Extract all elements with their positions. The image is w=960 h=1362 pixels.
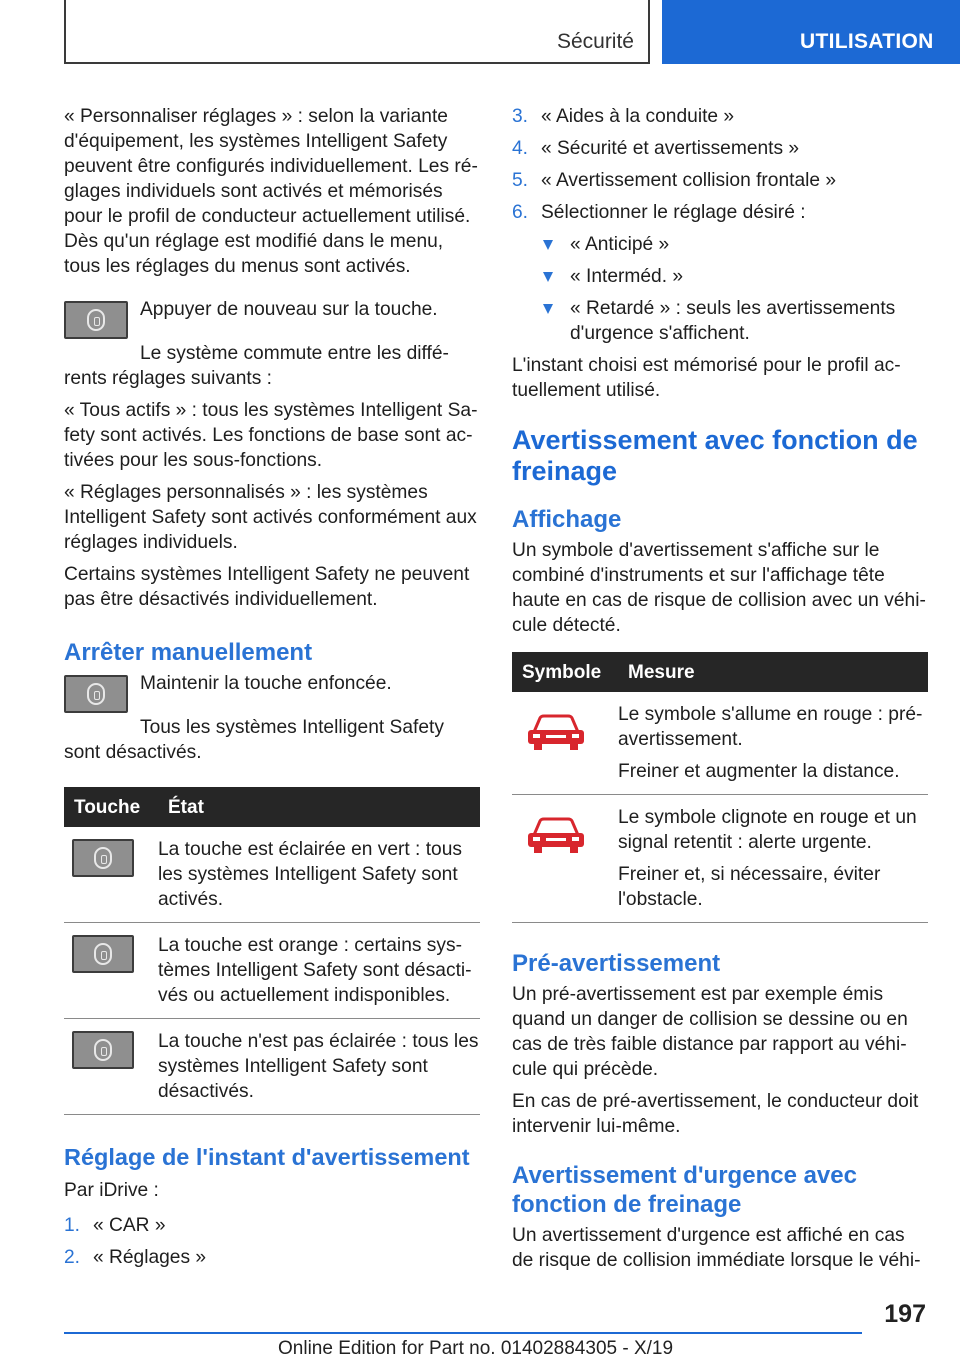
page-header — [0, 0, 960, 66]
key-state-text: La touche est éclairée en vert : tous les systèmes Intelligent Safety sont activés. — [158, 827, 480, 923]
table-row — [64, 827, 480, 923]
all-deactivated-text: Tous les systèmes Intelligent Safety sont désactivés. — [64, 717, 444, 763]
press-again-block — [64, 297, 480, 341]
intelligent-safety-key-icon — [64, 301, 128, 339]
brake-warning-heading: Avertissement avec fonction de freinage — [512, 425, 918, 486]
list-item: « Interméd. » — [541, 264, 928, 289]
urgent-warning-heading: Avertissement d'urgence avec fonction de freinage — [512, 1162, 857, 1218]
triangle-bullet-icon — [543, 272, 553, 282]
collision-warning-car-icon — [526, 813, 586, 855]
footer-rule — [64, 1332, 862, 1334]
steps-list-right — [512, 104, 928, 225]
table-header-symbol: Symbole — [512, 652, 618, 692]
steps-list-left — [64, 1213, 480, 1270]
pre-warning-heading: Pré-avertissement — [512, 950, 721, 977]
key-orange-icon — [72, 935, 134, 973]
left-column — [64, 104, 480, 1277]
intro-paragraph: « Personnaliser réglages » : selon la variante d'équipement, les systèmes Intelligent Safety peuvent être configurés individuellement. Les réglages individuels sont activés et mémorisés pour le profil de conducteur actuellement utilisé. Dès qu'un réglage est modifié dans le menu, tous les réglages du menus sont activés. — [64, 106, 478, 277]
press-again-text: Appuyer de nouveau sur la touche. — [140, 299, 438, 320]
list-item: 2. « Réglages » — [64, 1247, 207, 1268]
list-item: 1. « CAR » — [64, 1215, 166, 1236]
via-idrive-text: Par iDrive : — [64, 1180, 159, 1201]
list-item: 4. « Sécurité et avertissements » — [512, 138, 800, 159]
chapter-tab-label: UTILISATION — [800, 30, 934, 53]
section-title: Sécurité — [556, 30, 634, 53]
manual-off-block — [64, 671, 480, 715]
table-row — [64, 923, 480, 1019]
list-item: 5. « Avertissement collision frontale » — [512, 170, 837, 191]
key-state-text: La touche n'est pas éclairée : tous les systèmes Intelligent Safety sont désactivés. — [158, 1019, 480, 1115]
intelligent-safety-key-icon — [64, 675, 128, 713]
triangle-bullet-icon — [543, 304, 553, 314]
collision-warning-car-icon — [526, 710, 586, 752]
symbol-action-text: Freiner et augmenter la distance. — [618, 761, 900, 782]
table-header-action: Mesure — [618, 652, 928, 692]
right-column — [512, 104, 928, 1280]
symbol-meaning-text: Le symbole s'allume en rouge : pré-avertissement. — [618, 704, 923, 750]
page-number: 197 — [884, 1300, 926, 1328]
table-header-state: État — [158, 787, 480, 827]
list-item: « Retardé » : seuls les avertissements d'urgence s'affichent. — [541, 296, 928, 346]
key-state-text: La touche est orange : certains systèmes Intelligent Safety sont désactivés ou actuellement indisponibles. — [158, 923, 480, 1019]
symbol-action-table — [512, 652, 928, 923]
list-item: « Anticipé » — [541, 232, 928, 257]
display-heading: Affichage — [512, 506, 622, 533]
symbol-meaning-text: Le symbole clignote en rouge et un signal retentit : alerte urgente. — [618, 807, 917, 853]
warning-timing-heading: Réglage de l'instant d'avertissement — [64, 1144, 470, 1170]
certain-systems-text: Certains systèmes Intelligent Safety ne peuvent pas être désactivés individuellement. — [64, 564, 470, 610]
list-item: 3. « Aides à la conduite » — [512, 106, 735, 127]
saved-profile-text: L'instant choisi est mémorisé pour le profil actuellement utilisé. — [512, 355, 901, 401]
symbol-action-text: Freiner et, si nécessaire, éviter l'obstacle. — [618, 864, 881, 910]
table-row — [64, 1019, 480, 1115]
table-row — [512, 692, 928, 795]
list-item: 6. Sélectionner le réglage désiré : — [512, 202, 806, 223]
header-frame — [64, 0, 650, 64]
all-active-text: « Tous actifs » : tous les systèmes Intelligent Safety sont activés. Les fonctions de base sont activées pour les sous-fonctions. — [64, 400, 478, 471]
table-row — [512, 795, 928, 923]
pre-warning-text-1: Un pré-avertissement est par exemple émis quand un danger de collision se dessine ou en cas de très faible distance par rapport au véhicule qui précède. — [512, 984, 908, 1080]
switch-settings-text: Le système commute entre les différents réglages suivants : — [64, 343, 449, 389]
chapter-tab — [662, 0, 960, 64]
timing-options-list — [541, 232, 928, 346]
hold-key-text: Maintenir la touche enfoncée. — [140, 673, 392, 694]
pre-warning-text-2: En cas de pré-avertissement, le conducteur doit intervenir lui-même. — [512, 1091, 919, 1137]
display-text: Un symbole d'avertissement s'affiche sur le combiné d'instruments et sur l'affichage tête haute en cas de risque de collision avec un véhicule détecté. — [512, 540, 926, 636]
key-green-icon — [72, 839, 134, 877]
edition-text: Online Edition for Part no. 01402884305 - X/19 — [278, 1338, 674, 1359]
key-off-icon — [72, 1031, 134, 1069]
table-header-key: Touche — [64, 787, 158, 827]
personal-settings-text: « Réglages personnalisés » : les systèmes Intelligent Safety sont activés conformément aux réglages individuels. — [64, 482, 477, 553]
urgent-warning-text: Un avertissement d'urgence est affiché en cas de risque de collision immédiate lorsque le véhi- — [512, 1225, 921, 1271]
key-state-table — [64, 787, 480, 1115]
triangle-bullet-icon — [543, 240, 553, 250]
manual-off-heading: Arrêter manuellement — [64, 639, 313, 666]
